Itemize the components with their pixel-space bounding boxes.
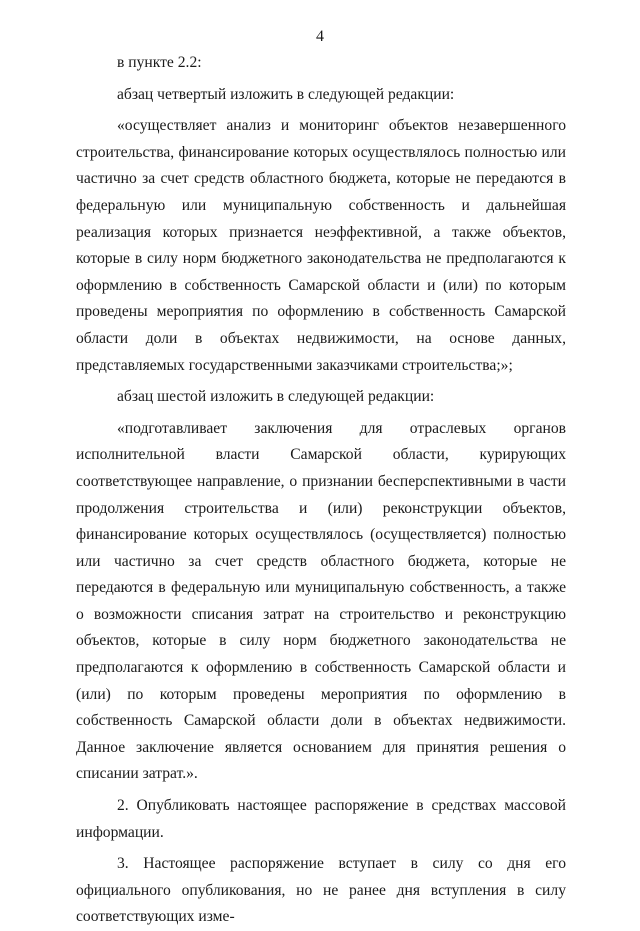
document-body	[76, 50, 566, 931]
paragraph-amend-fourth: абзац четвертый изложить в следующей редакции:	[117, 85, 455, 103]
page-number: 4	[316, 28, 324, 45]
paragraph-sixth-text: «подготавливает заключения для отраслевых органов исполнительной власти Самарской области, курирующих соответствующее направление, о признании бесперспективными в части продолжения строительства и (или) реконструкции объектов, финансирование которых осуществлялось (осуществляется) полностью или частично за счет средств областного бюджета, которые не передаются в федеральную или муниципальную собственность, а также о возможности списания затрат на строительство и реконструкцию объектов, которые в силу норм бюджетного законодательства не предполагаются к оформлению в собственность Самарской области и (или) по которым проведены мероприятия по оформлению в собственность Самарской области доли в объектах недвижимости. Данное заключение является основанием для принятия решения о списании затрат.».	[76, 419, 566, 783]
paragraph-item-2: 2. Опубликовать настоящее распоряжение в средствах массовой информации.	[76, 797, 566, 841]
paragraph-fourth-text: «осуществляет анализ и мониторинг объектов незавершенного строительства, финансирование которых осуществлялось полностью или частично за счет средств областного бюджета, которые не передаются в федеральную или муниципальную собственность и дальнейшая реализация которых признается неэффективной, а также объектов, которые в силу норм бюджетного законодательства не предполагаются к оформлению в собственность Самарской области и (или) по которым проведены мероприятия по оформлению в собственность Самарской области доли в объектах недвижимости, на основе данных, представляемых государственными заказчиками строительства;»;	[76, 117, 566, 374]
paragraph-intro-clause: в пункте 2.2:	[117, 54, 202, 71]
paragraph-amend-sixth: абзац шестой изложить в следующей редакции:	[117, 388, 435, 406]
paragraph-item-3: 3. Настоящее распоряжение вступает в силу со дня его официального опубликования, но не ранее дня вступления в силу соответствующих изме-	[76, 855, 566, 926]
